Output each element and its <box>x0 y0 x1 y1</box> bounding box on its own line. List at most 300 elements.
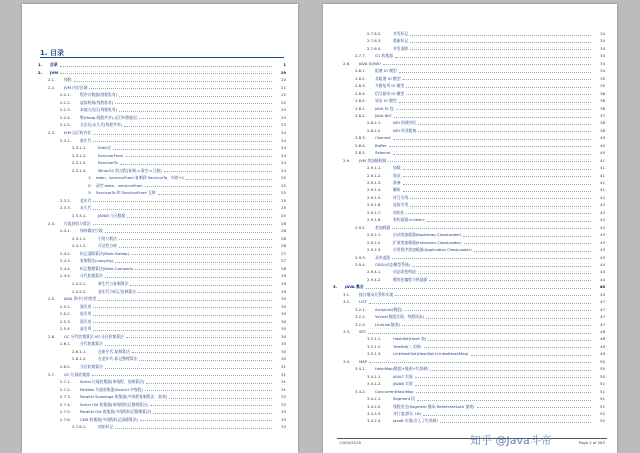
toc-entry-title[interactable]: ServivorTo <box>98 160 118 166</box>
toc-entry-page: 35 <box>600 75 605 81</box>
toc-entry-title[interactable]: Serial 垃圾收集器(单线程、复制算法) <box>80 379 145 385</box>
toc-entry-title[interactable]: 可达性分析 <box>98 243 117 249</box>
toc-entry[interactable] <box>22 213 298 218</box>
toc-entry-title[interactable]: 并发标记 <box>393 31 409 36</box>
toc-entry-title[interactable]: 如何确定垃圾 <box>80 228 103 234</box>
toc-entry[interactable] <box>323 120 617 125</box>
toc-entry-title[interactable]: 清空 eden、servicorFrom <box>96 182 143 188</box>
toc-entry-page: 26 <box>281 235 286 241</box>
toc-entry-title[interactable]: 准备 <box>393 180 401 185</box>
toc-entry-page: 30 <box>281 333 286 339</box>
toc-entry-title[interactable]: 垃圾回收与算法 <box>64 220 91 226</box>
toc-dot-leader <box>150 405 272 406</box>
toc-entry[interactable] <box>323 366 617 371</box>
toc-entry-page: 41 <box>600 180 605 185</box>
toc-entry-title[interactable]: MAP <box>359 358 368 364</box>
toc-entry-title[interactable]: 堆(Heap-线程共享)-运行时数据区 <box>80 114 138 120</box>
toc-entry[interactable] <box>323 262 617 267</box>
toc-entry[interactable] <box>22 387 298 392</box>
toc-entry[interactable] <box>323 381 617 386</box>
toc-entry[interactable] <box>323 38 617 43</box>
footer-date: 13/04/2018 <box>339 440 361 445</box>
toc-entry[interactable] <box>323 210 617 215</box>
toc-entry[interactable] <box>323 284 617 289</box>
toc-entry[interactable] <box>323 150 617 155</box>
toc-entry-number: 2.8.5. <box>355 98 366 104</box>
toc-entry-title[interactable]: 新生代 <box>80 137 92 143</box>
toc-entry[interactable] <box>323 225 617 230</box>
toc-entry-page: 24 <box>281 129 286 135</box>
toc-entry-page: 29 <box>281 273 286 279</box>
toc-entry-title[interactable]: HashMap(数组+链表+红黑树) <box>375 366 429 372</box>
toc-entry[interactable] <box>22 70 298 75</box>
toc-entry[interactable] <box>22 304 298 309</box>
toc-entry-title[interactable]: 并发清除 <box>393 45 409 51</box>
toc-entry-number: 2.8. <box>343 60 351 66</box>
toc-dot-leader <box>406 87 591 88</box>
toc-entry[interactable] <box>22 402 298 407</box>
toc-entry-number: 2.3.1.2. <box>72 152 87 158</box>
toc-entry-number: 2.4.5.1. <box>72 280 87 286</box>
toc-entry[interactable] <box>323 374 617 379</box>
toc-entry[interactable] <box>22 145 298 150</box>
toc-entry-page: 47 <box>600 306 605 312</box>
toc-entry[interactable] <box>323 180 617 185</box>
toc-entry-title[interactable]: 类构造器<client> <box>393 217 425 223</box>
toc-dot-leader <box>417 400 591 401</box>
toc-entry-page: 41 <box>600 187 605 193</box>
toc-entry[interactable] <box>323 98 617 103</box>
toc-entry[interactable] <box>323 217 617 222</box>
toc-entry[interactable] <box>22 153 298 158</box>
toc-entry-title[interactable]: HashSet(Hash 表) <box>393 336 427 342</box>
toc-entry[interactable] <box>22 349 298 354</box>
toc-entry-title[interactable]: 本地方法区(线程私有) <box>80 107 118 113</box>
toc-entry[interactable] <box>22 77 298 82</box>
toc-entry-page: 43 <box>600 247 605 253</box>
toc-dot-leader <box>415 385 591 386</box>
toc-dot-leader <box>394 117 591 118</box>
toc-entry[interactable] <box>323 299 617 304</box>
toc-entry-title[interactable]: 异步 IO 模型 <box>375 98 397 104</box>
toc-entry-title[interactable]: 重新标记 <box>393 38 409 44</box>
toc-entry[interactable] <box>323 46 617 51</box>
toc-entry[interactable] <box>323 165 617 170</box>
toc-entry-page: 31 <box>281 379 286 385</box>
toc-entry-title[interactable]: NIO 的缓冲区 <box>393 120 417 126</box>
toc-entry[interactable] <box>22 417 298 422</box>
toc-dot-leader <box>410 198 591 199</box>
toc-entry[interactable] <box>22 130 298 135</box>
toc-entry-page: 23 <box>281 122 286 128</box>
toc-entry[interactable] <box>22 243 298 248</box>
toc-entry-title[interactable]: 标记清除算法(Mark-Sweep) <box>80 250 130 256</box>
toc-entry[interactable] <box>323 173 617 178</box>
toc-entry[interactable] <box>323 351 617 356</box>
toc-entry[interactable] <box>22 175 298 180</box>
toc-dot-leader <box>396 109 591 110</box>
toc-entry-title[interactable]: JVM 类加载机制 <box>359 157 387 163</box>
toc-entry-title[interactable]: JAVA8 实现 <box>393 381 413 387</box>
toc-entry[interactable] <box>323 277 617 282</box>
toc-entry-title[interactable]: Parallel Scavenge 收集器(多线程复制算法、高效) <box>80 394 168 400</box>
toc-entry-title[interactable]: 初始标记 <box>98 424 114 430</box>
toc-entry-title[interactable]: 多路复用 IO 模型 <box>375 83 405 89</box>
toc-entry[interactable] <box>22 341 298 346</box>
toc-entry-page: 38 <box>600 120 605 126</box>
toc-entry-page: 30 <box>281 326 286 332</box>
toc-entry-title[interactable]: 分代收集算法 <box>80 341 103 347</box>
toc-entry[interactable] <box>22 62 298 67</box>
toc-entry-title[interactable]: LinkList(链表) <box>375 321 400 327</box>
toc-entry[interactable] <box>22 266 298 271</box>
toc-entry-page: 42 <box>600 217 605 223</box>
toc-entry[interactable] <box>22 115 298 120</box>
toc-dot-leader <box>92 375 272 376</box>
toc-entry[interactable] <box>323 255 617 260</box>
toc-entry-title[interactable]: JAVA8 与元数据 <box>98 213 126 218</box>
toc-entry-title[interactable]: JAVA IO/NIO <box>359 60 381 66</box>
toc-entry-title[interactable]: 虚拟机栈(线程私有) <box>80 99 114 105</box>
toc-dot-leader <box>403 176 591 177</box>
toc-entry-title[interactable]: 模块化编程与热插拔 <box>393 276 428 282</box>
toc-entry[interactable] <box>22 138 298 143</box>
toc-entry-page: 44 <box>600 269 605 275</box>
toc-entry[interactable] <box>22 394 298 399</box>
toc-entry[interactable] <box>22 198 298 203</box>
toc-entry[interactable] <box>22 409 298 414</box>
toc-entry-title[interactable]: Vector(数组实现、线程同步) <box>375 314 425 320</box>
toc-dot-leader <box>440 422 591 423</box>
toc-entry-title[interactable]: 线程 <box>64 77 72 83</box>
toc-entry-title[interactable]: NIO 的非阻塞 <box>393 127 417 133</box>
toc-entry[interactable] <box>323 158 617 163</box>
toc-dot-leader <box>119 239 272 240</box>
toc-entry[interactable] <box>22 107 298 112</box>
toc-entry-number: 2.7.6.3. <box>367 38 382 44</box>
toc-entry[interactable] <box>22 221 298 226</box>
toc-entry-title[interactable]: 引用计数法 <box>98 235 117 241</box>
toc-entry-title[interactable]: 标记整理算法(Mark-Compact) <box>80 265 134 271</box>
toc-entry-page: 23 <box>281 107 286 113</box>
toc-entry-number: 2.7.6.4. <box>367 45 382 51</box>
toc-dot-leader <box>115 103 272 104</box>
toc-entry-title[interactable]: 目录 <box>50 62 58 67</box>
toc-entry-page: 38 <box>600 127 605 133</box>
toc-entry-number: 2.3.3.1. <box>72 213 87 218</box>
toc-entry[interactable] <box>22 160 298 165</box>
toc-dot-leader <box>139 360 272 361</box>
toc-entry-title[interactable]: 符号引用 <box>393 194 409 200</box>
toc-entry-number: 2.9.1.3. <box>367 180 382 185</box>
toc-dot-leader <box>140 420 272 421</box>
toc-entry[interactable] <box>22 372 298 377</box>
toc-entry-number: 2.9. <box>343 157 351 163</box>
toc-entry[interactable] <box>323 344 617 349</box>
toc-entry[interactable] <box>323 135 617 140</box>
toc-entry[interactable] <box>323 247 617 252</box>
toc-entry[interactable] <box>22 334 298 339</box>
toc-entry-title[interactable]: ArrayList(数组) <box>375 306 403 312</box>
toc-entry[interactable] <box>323 61 617 66</box>
toc-dot-leader <box>131 254 272 255</box>
toc-entry-number: 2.7.5. <box>60 409 71 415</box>
toc-entry-title[interactable]: eden、servicorFrom 复制到 ServicorTo，年龄+1 <box>96 175 185 181</box>
toc-entry-title[interactable]: Selector <box>375 150 391 156</box>
toc-entry-number: 3: <box>88 190 92 196</box>
toc-entry-number: 3. <box>333 284 338 290</box>
toc-dot-leader <box>392 258 591 259</box>
toc-entry[interactable] <box>323 83 617 88</box>
toc-dot-leader <box>427 221 591 222</box>
toc-entry[interactable] <box>22 311 298 316</box>
toc-entry-title[interactable]: 解析 <box>393 187 401 193</box>
toc-entry[interactable] <box>323 329 617 334</box>
toc-dot-leader <box>98 300 272 301</box>
toc-entry[interactable] <box>323 31 617 36</box>
toc-dot-leader <box>412 266 591 267</box>
toc-entry-title[interactable]: 并行度(默认 16) <box>393 410 421 416</box>
toc-entry[interactable] <box>22 168 298 173</box>
toc-entry[interactable] <box>22 289 298 294</box>
toc-entry[interactable] <box>22 281 298 286</box>
toc-entry-page: 31 <box>281 364 286 369</box>
toc-entry[interactable] <box>323 269 617 274</box>
toc-entry-page: 25 <box>281 197 286 203</box>
toc-entry-title[interactable]: 弱引用 <box>80 318 92 324</box>
toc-entry[interactable] <box>323 195 617 200</box>
toc-dot-leader <box>424 347 592 348</box>
toc-entry-page: 27 <box>281 258 286 264</box>
toc-entry[interactable] <box>22 258 298 263</box>
toc-entry[interactable] <box>323 240 617 245</box>
toc-entry-title[interactable]: 复制算法(copying) <box>80 258 114 264</box>
toc-entry[interactable] <box>22 364 298 369</box>
toc-entry-number: 1. <box>38 62 43 67</box>
toc-entry-page: 40 <box>600 150 605 156</box>
toc-entry[interactable] <box>22 92 298 97</box>
toc-entry[interactable] <box>22 190 298 195</box>
toc-entry-title[interactable]: 阻塞 IO 模型 <box>375 68 397 74</box>
toc-entry[interactable] <box>323 411 617 416</box>
toc-entry-title[interactable]: 分代收集算法 <box>80 273 103 279</box>
toc-entry-title[interactable]: SET <box>359 329 367 334</box>
toc-entry-title[interactable]: Channel <box>375 135 391 141</box>
toc-entry-title[interactable]: JVM 内存区域 <box>64 84 88 90</box>
toc-entry[interactable] <box>22 236 298 241</box>
toc-entry-title[interactable]: 强引用 <box>80 303 92 309</box>
toc-entry[interactable] <box>323 359 617 364</box>
toc-entry-title[interactable]: G1 收集器 <box>375 53 393 59</box>
toc-entry-title[interactable]: 接口继承关系和实现 <box>359 291 394 297</box>
toc-entry-title[interactable]: TreeSet(二叉树) <box>393 343 422 349</box>
toc-entry-title[interactable]: JVM <box>50 69 59 75</box>
toc-entry[interactable] <box>22 319 298 324</box>
toc-entry-title[interactable]: JAVA 四中引用类型 <box>64 296 97 302</box>
toc-entry-number: 2.8.2. <box>355 75 366 81</box>
footer-page-number: Page 2 of 283 <box>578 440 605 445</box>
toc-entry-title[interactable]: 软引用 <box>80 311 92 317</box>
toc-entry[interactable] <box>22 183 298 188</box>
toc-entry[interactable] <box>323 404 617 409</box>
toc-entry-number: 2. <box>38 69 43 75</box>
toc-entry-title[interactable]: Buffer <box>375 142 387 148</box>
toc-entry[interactable] <box>22 296 298 301</box>
toc-entry[interactable] <box>323 389 617 394</box>
toc-entry-title[interactable]: 永久代 <box>80 205 92 211</box>
toc-dot-leader <box>418 131 591 132</box>
toc-entry[interactable] <box>323 336 617 341</box>
toc-entry-title[interactable]: 动态改变构造 <box>393 269 416 275</box>
toc-entry-title[interactable]: 扩展类加载器(Extension ClassLoader) <box>393 239 462 245</box>
toc-entry[interactable] <box>22 273 298 278</box>
toc-entry-number: 2.5.1. <box>60 303 71 309</box>
toc-dot-leader <box>463 236 591 237</box>
toc-entry-number: 2.5.3. <box>60 318 71 324</box>
toc-entry-title[interactable]: 双亲委派 <box>375 254 391 260</box>
toc-entry[interactable] <box>323 187 617 192</box>
toc-entry-title[interactable]: 老年代与标记复制算法 <box>98 288 136 294</box>
toc-dot-leader <box>89 88 272 89</box>
toc-entry-page: 45 <box>600 291 605 297</box>
toc-entry-number: 2.5.4. <box>60 326 71 332</box>
toc-entry[interactable] <box>323 232 617 237</box>
toc-entry[interactable] <box>323 292 617 297</box>
toc-entry[interactable] <box>22 356 298 361</box>
toc-entry[interactable] <box>323 202 617 207</box>
toc-entry-title[interactable]: GC 分代收集算法 VS 分区收集算法 <box>64 333 124 339</box>
toc-entry-title[interactable]: Serial Old 收集器(单线程标记整理算法) <box>80 401 149 407</box>
toc-dot-leader <box>418 273 591 274</box>
toc-dot-leader <box>395 295 591 296</box>
toc-entry-number: 3.4.1.1. <box>367 373 382 379</box>
toc-dot-leader <box>93 134 272 135</box>
toc-dot-leader <box>146 383 272 384</box>
toc-dot-leader <box>105 277 272 278</box>
toc-entry[interactable] <box>22 424 298 429</box>
toc-entry-title[interactable]: 非阻塞 IO 模型 <box>375 75 401 81</box>
toc-entry-page: 36 <box>600 90 605 96</box>
toc-entry[interactable] <box>323 68 617 73</box>
toc-entry-title[interactable]: JAVA7 实现 <box>393 373 413 379</box>
toc-dot-leader <box>389 146 591 147</box>
toc-entry-title[interactable]: 类加载器 <box>375 224 391 230</box>
toc-entry-page: 33 <box>281 409 286 415</box>
toc-entry[interactable] <box>22 122 298 127</box>
toc-entry[interactable] <box>323 314 617 319</box>
toc-entry[interactable] <box>323 396 617 401</box>
toc-entry-title[interactable]: Java8 实现(引入了红黑树) <box>393 418 438 424</box>
toc-entry[interactable] <box>323 76 617 81</box>
toc-entry-title[interactable]: 在老年代-标记整理算法 <box>98 356 138 362</box>
toc-entry-title[interactable]: 直接引用 <box>393 202 409 208</box>
toc-entry-title[interactable]: ConcurrentHashMap <box>375 388 414 394</box>
toc-entry-title[interactable]: ServivorFrom <box>98 152 124 158</box>
toc-entry[interactable] <box>323 418 617 423</box>
toc-entry-title[interactable]: Segment 段 <box>393 396 416 402</box>
toc-entry[interactable] <box>22 85 298 90</box>
toc-entry-page: 47 <box>600 321 605 327</box>
toc-entry-title[interactable]: 分区收集算法 <box>80 364 103 369</box>
toc-entry[interactable] <box>22 251 298 256</box>
toc-entry-title[interactable]: JVM 运行时内存 <box>64 129 92 135</box>
toc-entry-title[interactable]: CMS 收集器(多线程标记清除算法) <box>80 416 139 422</box>
toc-entry-title[interactable]: JAVA 集合 <box>345 284 364 290</box>
toc-entry-title[interactable]: 应用程序类加载器(Application ClassLoader) <box>393 247 472 253</box>
toc-entry[interactable] <box>323 113 617 118</box>
toc-dot-leader <box>474 251 591 252</box>
toc-entry-title[interactable]: 方法区/永久代(线程共享) <box>80 122 123 128</box>
toc-entry-page: 22 <box>281 99 286 105</box>
toc-entry-title[interactable]: JAVA NIO <box>375 112 392 118</box>
toc-entry-title[interactable]: 新生代与复制算法 <box>98 280 129 286</box>
toc-entry[interactable] <box>323 128 617 133</box>
toc-entry-page: 25 <box>281 182 286 188</box>
toc-entry-page: 25 <box>281 213 286 218</box>
toc-dot-leader <box>403 169 591 170</box>
toc-entry[interactable] <box>22 205 298 210</box>
toc-entry-number: 2.8.3. <box>355 135 366 141</box>
toc-entry[interactable] <box>22 326 298 331</box>
toc-entry[interactable] <box>22 379 298 384</box>
toc-entry-title[interactable]: 老年代 <box>80 197 92 203</box>
toc-entry-page: 41 <box>600 172 605 178</box>
toc-entry[interactable] <box>323 106 617 111</box>
toc-dot-leader <box>127 217 272 218</box>
document-page-left <box>22 4 298 453</box>
toc-entry[interactable] <box>323 307 617 312</box>
toc-entry[interactable] <box>22 100 298 105</box>
toc-entry-title[interactable]: 启动类加载器(Bootstrap ClassLoader) <box>393 232 462 238</box>
toc-entry-title[interactable]: 初始化 <box>393 209 405 215</box>
toc-entry-number: 2.8.4. <box>355 90 366 96</box>
toc-entry-number: 3.4.2.2. <box>367 403 382 409</box>
toc-entry-title[interactable]: MinorGC 的过程(复制->清空->互换) <box>98 167 162 173</box>
toc-entry-number: 2.6.1. <box>60 341 71 347</box>
toc-entry-title[interactable]: ParNew 垃圾收集器(Serial+多线程) <box>80 386 143 392</box>
toc-entry-title[interactable]: LIST <box>359 299 367 305</box>
toc-entry-title[interactable]: GC 垃圾收集器 <box>64 371 90 377</box>
toc-entry-title[interactable]: JAVA IO 包 <box>375 105 394 111</box>
toc-dot-leader <box>93 209 272 210</box>
toc-entry-title[interactable]: 虚引用 <box>80 326 92 332</box>
toc-entry-title[interactable]: 验证 <box>393 172 401 178</box>
toc-entry-number: 3.1. <box>343 291 351 297</box>
toc-dot-leader <box>392 228 591 229</box>
toc-entry[interactable] <box>323 91 617 96</box>
toc-dot-leader <box>60 66 272 67</box>
toc-entry-title[interactable]: 程序计数器(线程私有) <box>80 92 118 98</box>
toc-entry-title[interactable]: Parallel Old 收集器(多线程标记整理算法) <box>80 409 152 415</box>
toc-entry-title[interactable]: LinkHashSet(HashSet+LinkedHashMap) <box>393 351 469 357</box>
toc-entry-title[interactable]: 信号驱动 IO 模型 <box>375 90 405 96</box>
toc-entry[interactable] <box>22 228 298 233</box>
toc-entry-title[interactable]: OSGI(动态模型系统) <box>375 261 411 267</box>
toc-entry[interactable] <box>323 322 617 327</box>
toc-entry-title[interactable]: Eden区 <box>98 145 112 151</box>
heading-rule <box>40 57 284 58</box>
toc-entry-title[interactable]: 线程安全(Segment 继承 ReentrantLock 加锁) <box>393 403 475 409</box>
toc-entry[interactable] <box>323 143 617 148</box>
toc-entry-number: 2.4. <box>48 220 56 226</box>
toc-entry-number: 3.4. <box>343 358 351 364</box>
toc-entry-title[interactable]: 在新生代-复制算法 <box>98 348 130 354</box>
toc-entry-title[interactable]: 加载 <box>393 165 401 171</box>
toc-entry-number: 2.3.1.1. <box>72 145 87 151</box>
toc-entry-page: 36 <box>600 98 605 104</box>
toc-entry-title[interactable]: ServicorTo 和 ServicorFrom 互换 <box>96 190 156 196</box>
toc-entry[interactable] <box>323 53 617 58</box>
